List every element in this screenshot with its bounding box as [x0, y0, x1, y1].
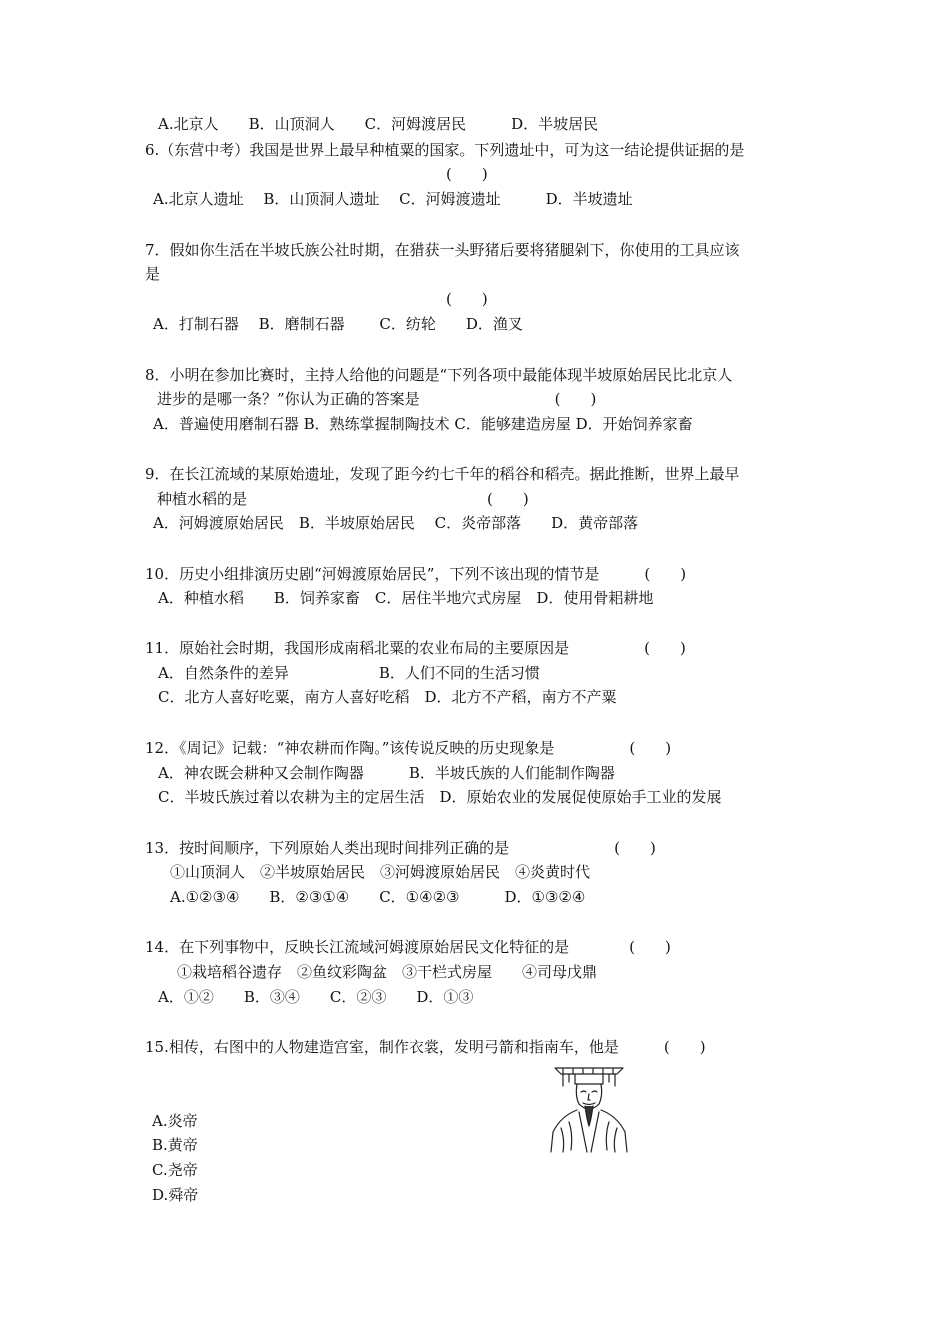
- text-line: A．神农既会耕种又会制作陶器 B．半坡氏族的人们能制作陶器: [158, 764, 615, 782]
- text-line: A．普遍使用磨制石器 B．熟练掌握制陶技术 C．能够建造房屋 D．开始饲养家畜: [153, 415, 693, 433]
- text-line: D.舜帝: [152, 1186, 199, 1204]
- text-line: 15.相传，右图中的人物建造宫室，制作衣裳，发明弓箭和指南车，他是 ( ): [145, 1038, 706, 1056]
- text-line: ①山顶洞人 ②半坡原始居民 ③河姆渡原始居民 ④炎黄时代: [170, 863, 591, 881]
- text-line: 13．按时间顺序，下列原始人类出现时间排列正确的是 ( ): [145, 839, 656, 857]
- text-line: 是: [145, 265, 161, 283]
- text-line: 7．假如你生活在半坡氏族公社时期，在猎获一头野猪后要将猪腿剁下，你使用的工具应该: [145, 241, 740, 259]
- text-line: 9．在长江流域的某原始遗址，发现了距今约七千年的稻谷和稻壳。据此推断，世界上最早: [145, 465, 740, 483]
- text-line: A．自然条件的差异 B．人们不同的生活习惯: [158, 664, 540, 682]
- text-line: 进步的是哪一条？”你认为正确的答案是 ( ): [157, 390, 597, 408]
- text-line: 10．历史小组排演历史剧“河姆渡原始居民”，下列不该出现的情节是 ( ): [145, 565, 687, 583]
- text-line: 8．小明在参加比赛时，主持人给他的问题是“下列各项中最能体现半坡原始居民比北京人: [145, 366, 733, 384]
- text-line: A．种植水稻 B．饲养家畜 C．居住半地穴式房屋 D．使用骨耜耕地: [158, 589, 654, 607]
- text-line: B.黄帝: [152, 1136, 198, 1154]
- text-line: A．①② B．③④ C．②③ D．①③: [158, 988, 474, 1006]
- text-line: 11．原始社会时期，我国形成南稻北粟的农业布局的主要原因是 ( ): [145, 639, 686, 657]
- text-line: 14．在下列事物中，反映长江流域河姆渡原始居民文化特征的是 ( ): [145, 938, 671, 956]
- text-line: 12．《周记》记载：“神农耕而作陶。”该传说反映的历史现象是 ( ): [145, 739, 672, 757]
- text-line: A.炎帝: [152, 1112, 198, 1130]
- text-line: A.北京人遗址 B．山顶洞人遗址 C．河姆渡遗址 D．半坡遗址: [153, 190, 633, 208]
- text-line: A．打制石器 B．磨制石器 C．纺轮 D．渔叉: [153, 315, 523, 333]
- emperor-portrait-icon: [543, 1062, 635, 1154]
- text-line: A.北京人 B．山顶洞人 C．河姆渡居民 D．半坡居民: [158, 115, 599, 133]
- text-line: C.尧帝: [152, 1161, 198, 1179]
- text-line: C．北方人喜好吃粟，南方人喜好吃稻 D．北方不产稻，南方不产粟: [158, 688, 617, 706]
- text-line: ①栽培稻谷遗存 ②鱼纹彩陶盆 ③干栏式房屋 ④司母戊鼎: [177, 963, 598, 981]
- text-line: 6.（东营中考）我国是世界上最早种植粟的国家。下列遗址中，可为这一结论提供证据的是: [145, 141, 745, 159]
- text-line: A．河姆渡原始居民 B．半坡原始居民 C．炎帝部落 D．黄帝部落: [153, 514, 639, 532]
- text-line: A.①②③④ B．②③①④ C．①④②③ D．①③②④: [170, 888, 586, 906]
- text-line: C．半坡氏族过着以农耕为主的定居生活 D．原始农业的发展促使原始手工业的发展: [158, 788, 722, 806]
- text-line: ( ): [446, 290, 488, 308]
- text-line: ( ): [446, 165, 488, 183]
- text-line: 种植水稻的是 ( ): [157, 490, 529, 508]
